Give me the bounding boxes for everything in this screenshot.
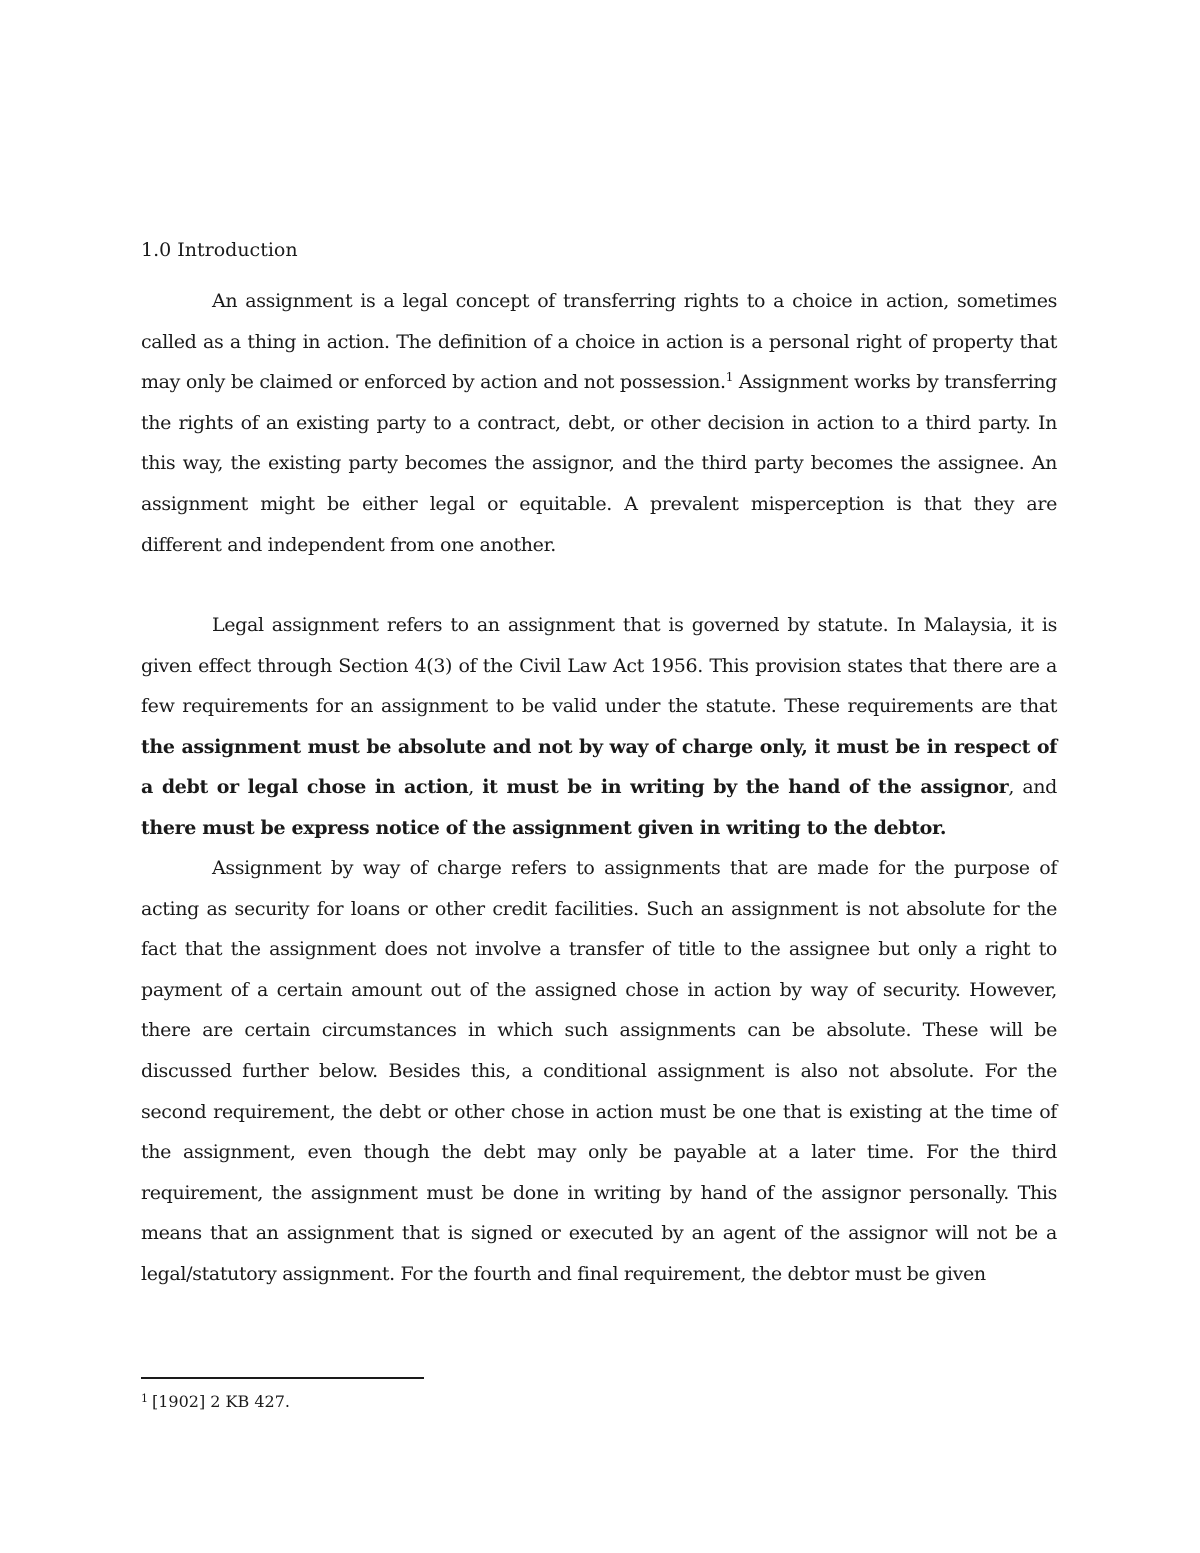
section-heading: 1.0 Introduction — [141, 239, 298, 261]
paragraph-introduction — [141, 281, 1057, 565]
paragraph-text: An assignment is a legal concept of transferring rights to a choice in action, sometimes called as a thing in action. The definition of a choice in action is a personal right of property that may only be claimed or enforced by action and not possession. — [141, 290, 1057, 394]
footnote-reference: 1 — [725, 370, 734, 385]
requirement-debt: it must be in respect of a debt or legal chose in action — [141, 735, 1057, 799]
requirement-separator: , and — [1008, 776, 1057, 799]
paragraph-text: Legal assignment refers to an assignment that is governed by statute. In Malaysia, it is given effect through Section 4(3) of the Civil Law Act 1956. This provision states that there are a few requirements for an assignment to be valid under the statute. These requirements are that — [141, 614, 1057, 718]
paragraph-assignment-by-charge: Assignment by way of charge refers to assignments that are made for the purpose of acting as security for loans or other credit facilities. Such an assignment is not absolute for the fact that the assignment does not involve a transfer of title to the assignee but only a right to payment of a certain amount out of the assigned chose in action by way of security. However, there are certain circumstances in which such assignments can be absolute. These will be discussed further below. Besides this, a conditional assignment is also not absolute. For the second requirement, the debt or other chose in action must be one that is existing at the time of the assignment, even though the debt may only be payable at a later time. For the third requirement, the assignment must be done in writing by hand of the assignor personally. This means that an assignment that is signed or executed by an agent of the assignor will not be a legal/statutory assignment. For the fourth and final requirement, the debtor must be given — [141, 857, 1057, 1285]
requirement-notice: there must be express notice of the assignment given in writing to the debtor. — [141, 816, 947, 839]
footnote-number: 1 — [141, 1392, 148, 1405]
requirement-separator: , — [468, 776, 483, 799]
paragraph-text: Assignment works by transferring the rights of an existing party to a contract, debt, or other decision in action to a third party. In this way, the existing party becomes the assignor, and the third party becomes the assignee. An assignment might be either legal or equitable. A prevalent misperception is that they are different and independent from one another. — [141, 371, 1057, 556]
footnote-divider — [141, 1377, 424, 1379]
footnote-text: [1902] 2 KB 427. — [152, 1392, 290, 1411]
requirement-writing: it must be in writing by the hand of the assignor — [482, 776, 1009, 799]
requirement-separator: , — [801, 735, 815, 758]
footnote — [141, 1390, 290, 1414]
paragraph-legal-assignment — [141, 605, 1057, 849]
requirement-absolute: the assignment must be absolute and not by way of charge only — [141, 735, 802, 758]
